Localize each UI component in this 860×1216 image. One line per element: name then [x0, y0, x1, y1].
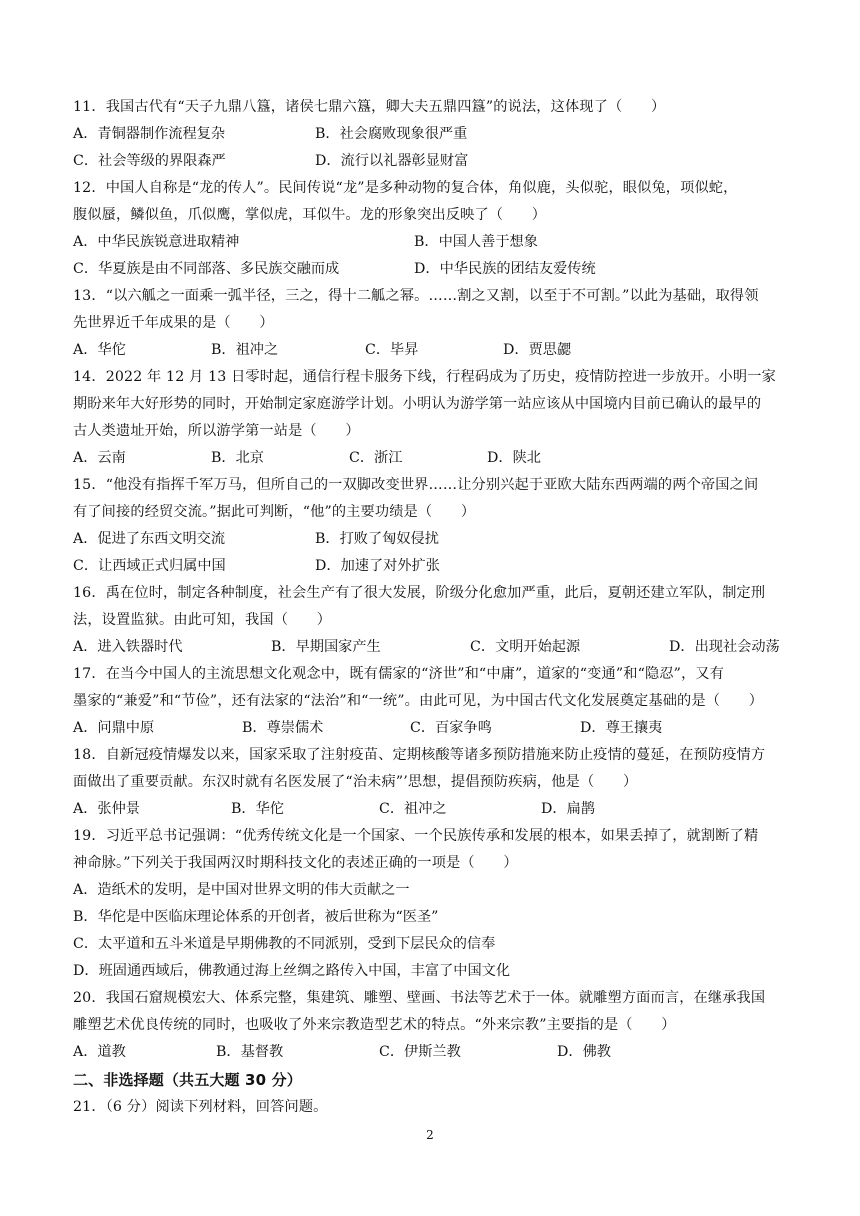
q11-option-a: A．青铜器制作流程复杂	[73, 126, 226, 142]
q20-option-d: D．佛教	[557, 1044, 611, 1060]
q18-option-b: B．华佗	[231, 801, 284, 817]
q15-option-d: D．加速了对外扩张	[315, 558, 440, 574]
q12-stem-line-1: 12．中国人自称是“龙的传人”。民间传说“龙”是多种动物的复合体，角似鹿，头似驼，眼似兔，项似蛇，	[73, 180, 738, 196]
q18-option-a: A．张仲景	[73, 801, 140, 817]
q14-option-a: A．云南	[73, 450, 126, 466]
q20-option-b: B．基督教	[216, 1044, 284, 1060]
section-2-heading: 二、非选择题（共五大题 30 分）	[73, 1071, 302, 1089]
q20-stem-line-2: 雕塑艺术优良传统的同时，也吸收了外来宗教造型艺术的特点。“外来宗教”主要指的是（ ）	[73, 1017, 676, 1033]
q12-option-b: B．中国人善于想象	[414, 234, 538, 250]
q11-option-c: C．社会等级的界限森严	[73, 153, 226, 169]
q13-option-a: A．华佗	[73, 342, 126, 358]
q21-stem: 21．（6 分）阅读下列材料，回答问题。	[73, 1099, 328, 1115]
q13-stem-line-2: 先世界近千年成果的是（ ）	[73, 315, 274, 331]
q12-stem-line-2: 腹似蜃，鳞似鱼，爪似鹰，掌似虎，耳似牛。龙的形象突出反映了（ ）	[73, 207, 547, 223]
q12-option-a: A．中华民族锐意进取精神	[73, 234, 240, 250]
q14-option-b: B．北京	[211, 450, 264, 466]
q13-option-d: D．贾思勰	[503, 342, 572, 358]
q12-option-d: D．中华民族的团结友爱传统	[414, 261, 596, 277]
q20-option-a: A．道教	[73, 1044, 126, 1060]
q17-option-b: B．尊崇儒术	[242, 720, 324, 736]
q17-option-a: A．问鼎中原	[73, 720, 155, 736]
q11-option-b: B．社会腐败现象很严重	[315, 126, 468, 142]
q17-option-d: D．尊王攘夷	[580, 720, 663, 736]
q14-stem-line-3: 古人类遗址开始，所以游学第一站是（ ）	[73, 423, 360, 439]
q18-stem-line-1: 18．自新冠疫情爆发以来，国家采取了注射疫苗、定期核酸等诸多预防措施来防止疫情的蔓延，在预防疫情方	[73, 747, 766, 763]
q18-stem-line-2: 面做出了重要贡献。东汉时就有名医发展了“治未病”’思想，提倡预防疾病，他是（ ）	[73, 774, 638, 790]
q14-option-c: C．浙江	[349, 450, 403, 466]
q13-stem-line-1: 13．“以六觚之一面乘一弧半径，三之，得十二觚之幂。……割之又割，以至于不可割。”以此为基础，取得领	[73, 288, 759, 304]
q16-stem-line-2: 法，设置监狱。由此可知，我国（ ）	[73, 612, 332, 628]
q19-stem-line-2: 神命脉。”下列关于我国两汉时期科技文化的表述正确的一项是（ ）	[73, 855, 518, 871]
q16-stem-line-1: 16．禹在位时，制定各种制度，社会生产有了很大发展，阶级分化愈加严重，此后，夏朝还建立军队，制定刑	[73, 585, 766, 601]
q18-option-d: D．扁鹊	[541, 801, 595, 817]
q11-option-d: D．流行以礼器彰显财富	[315, 153, 469, 169]
q13-option-b: B．祖冲之	[211, 342, 279, 358]
q17-option-c: C．百家争鸣	[410, 720, 492, 736]
page-number: 2	[426, 1128, 434, 1142]
q16-option-d: D．出现社会动荡	[669, 639, 780, 655]
q12-option-c: C．华夏族是由不同部落、多民族交融而成	[73, 261, 340, 277]
q11-stem: 11．我国古代有“天子九鼎八簋，诸侯七鼎六簋，卿大夫五鼎四簋”的说法，这体现了（ ）	[73, 99, 666, 115]
q19-option-a: A．造纸术的发明，是中国对世界文明的伟大贡献之一	[73, 882, 410, 898]
q15-option-c: C．让西域正式归属中国	[73, 558, 226, 574]
q20-option-c: C．伊斯兰教	[379, 1044, 461, 1060]
q20-stem-line-1: 20．我国石窟规模宏大、体系完整，集建筑、雕塑、壁画、书法等艺术于一体。就雕塑方面而言，在继承我国	[73, 990, 766, 1006]
q15-option-b: B．打败了匈奴侵扰	[315, 531, 439, 547]
q19-option-b: B．华佗是中医临床理论体系的开创者，被后世称为“医圣”	[73, 909, 439, 925]
q19-option-c: C．太平道和五斗米道是早期佛教的不同派别，受到下层民众的信奉	[73, 936, 496, 952]
q16-option-c: C．文明开始起源	[470, 639, 581, 655]
q19-stem-line-1: 19．习近平总书记强调：“优秀传统文化是一个国家、一个民族传承和发展的根本，如果丢掉了，就割断了精	[73, 828, 759, 844]
q15-option-a: A．促进了东西文明交流	[73, 531, 226, 547]
q18-option-c: C．祖冲之	[379, 801, 447, 817]
q14-stem-line-2: 期盼来年大好形势的同时，开始制定家庭游学计划。小明认为游学第一站应该从中国境内目前已确认的最早的	[73, 396, 762, 412]
q19-option-d: D．班固通西域后，佛教通过海上丝绸之路传入中国，丰富了中国文化	[73, 963, 511, 979]
q14-stem-line-1: 14．2022 年 12 月 13 日零时起，通信行程卡服务下线，行程码成为了历史，疫情防控进一步放开。小明一家	[73, 369, 776, 385]
q15-stem-line-2: 有了间接的经贸交流。”据此可判断，“他”的主要功绩是（ ）	[73, 504, 476, 520]
q14-option-d: D．陕北	[487, 450, 541, 466]
q17-stem-line-2: 墨家的“兼爱”和“节俭”，还有法家的“法治”和“一统”。由此可见，为中国古代文化发展奠定基础的是（ ）	[73, 693, 764, 709]
q16-option-b: B．早期国家产生	[271, 639, 381, 655]
q16-option-a: A．进入铁器时代	[73, 639, 183, 655]
q15-stem-line-1: 15．“他没有指挥千军万马，但所自己的一双脚改变世界……让分别兴起于亚欧大陆东西两端的两个帝国之间	[73, 477, 759, 493]
q13-option-c: C．毕昇	[365, 342, 419, 358]
q17-stem-line-1: 17．在当今中国人的主流思想文化观念中，既有儒家的“济世”和“中庸”，道家的“变通”和“隐忍”，又有	[73, 666, 725, 682]
